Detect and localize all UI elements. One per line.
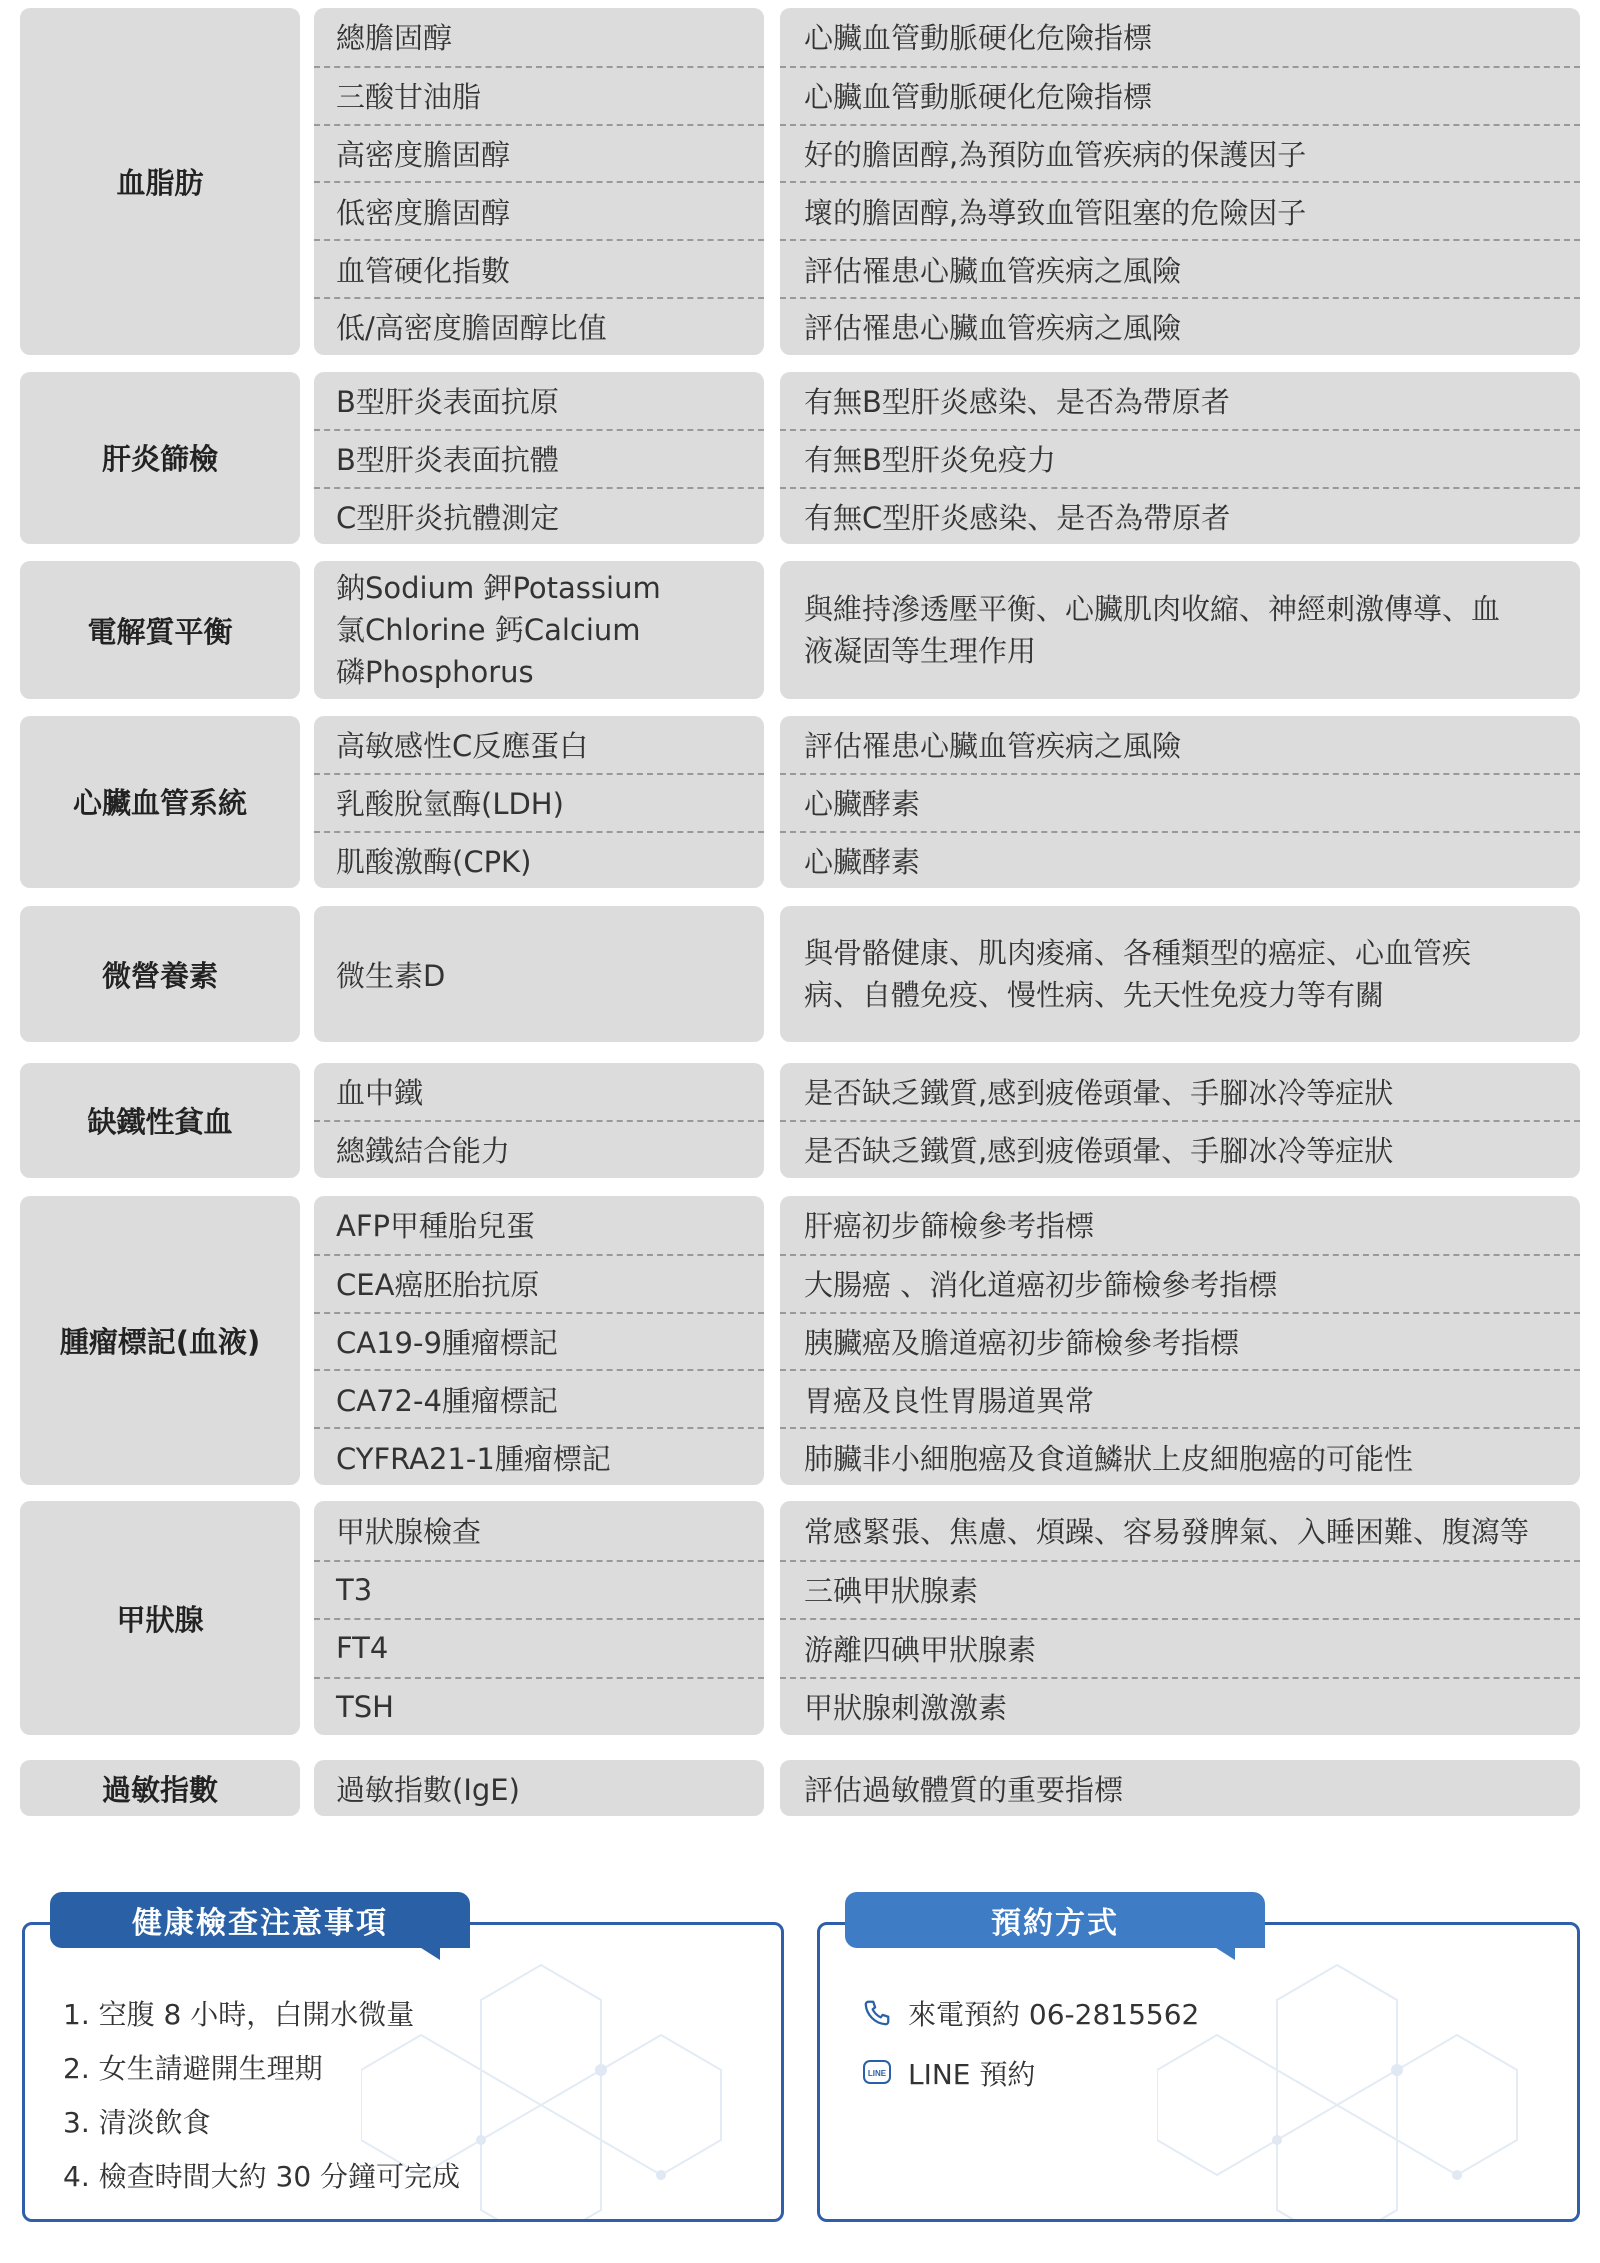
note-item: 4. 檢查時間大約 30 分鐘可完成 (63, 2160, 461, 2193)
item-name-column (314, 716, 764, 888)
item-desc-column (780, 1501, 1580, 1735)
item-desc: 胰臟癌及膽道癌初步篩檢參考指標 (804, 1325, 1240, 1360)
item-desc-line: 與維持滲透壓平衡、心臟肌肉收縮、神經刺激傳導、血 (804, 592, 1501, 626)
item-name-row (314, 297, 764, 355)
item-desc-row (780, 716, 1580, 773)
item-desc-line: 與骨骼健康、肌肉痠痛、各種類型的癌症、心血管疾 (804, 936, 1472, 970)
item-name: TSH (336, 1689, 394, 1724)
item-name-line: 氯Chlorine 鈣Calcium (336, 613, 641, 647)
item-name: CEA癌胚胎抗原 (336, 1268, 540, 1303)
booking-box (817, 1922, 1580, 2222)
item-desc: 心臟血管動脈硬化危險指標 (804, 21, 1153, 56)
item-desc-row (780, 1427, 1580, 1485)
item-desc-row (780, 239, 1580, 297)
item-desc: 評估罹患心臟血管疾病之風險 (804, 253, 1182, 288)
item-desc-column (780, 1063, 1580, 1178)
item-desc: 有無B型肝炎感染、是否為帶原者 (804, 385, 1230, 420)
item-name: 三酸甘油脂 (336, 80, 482, 115)
category-label: 心臟血管系統 (20, 716, 300, 888)
item-name-column (314, 1196, 764, 1485)
category-label: 缺鐵性貧血 (20, 1063, 300, 1178)
item-name-row (314, 124, 764, 182)
svg-text:LINE: LINE (867, 2069, 887, 2078)
note-item: 1. 空腹 8 小時，白開水微量 (63, 1998, 415, 2031)
item-name-row (314, 8, 764, 66)
item-desc: 大腸癌 、消化道癌初步篩檢參考指標 (804, 1268, 1278, 1303)
item-name-row (314, 716, 764, 773)
item-name-row (314, 1427, 764, 1485)
item-name: 甲狀腺檢查 (336, 1514, 482, 1549)
item-desc-row (780, 181, 1580, 239)
item-desc-line: 病、自體免疫、慢性病、先天性免疫力等有關 (804, 978, 1385, 1012)
item-name-row (314, 487, 764, 544)
item-desc-row (780, 1560, 1580, 1619)
category-label: 微營養素 (20, 906, 300, 1042)
booking-title-tail (1213, 1946, 1235, 1960)
item-name: CYFRA21-1腫瘤標記 (336, 1441, 611, 1476)
item-desc: 壞的膽固醇,為導致血管阻塞的危險因子 (804, 195, 1307, 230)
category-label: 腫瘤標記(血液) (20, 1196, 300, 1485)
item-name-row (314, 561, 764, 699)
item-desc: 肝癌初步篩檢參考指標 (804, 1209, 1095, 1244)
item-desc-row (780, 1254, 1580, 1312)
item-desc: 評估罹患心臟血管疾病之風險 (804, 311, 1182, 346)
item-desc: 常感緊張、焦慮、煩躁、容易發脾氣、入睡困難、腹瀉等 (804, 1514, 1530, 1549)
item-desc: 肺臟非小細胞癌及食道鱗狀上皮細胞癌的可能性 (804, 1441, 1414, 1476)
item-name: 低密度膽固醇 (336, 195, 511, 230)
item-desc-column (780, 8, 1580, 355)
hexagon-decoration (1157, 1925, 1577, 2222)
item-name: T3 (336, 1572, 373, 1607)
item-name-column (314, 1760, 764, 1816)
item-desc: 胃癌及良性胃腸道異常 (804, 1383, 1095, 1418)
item-desc-row (780, 429, 1580, 486)
note-item: 2. 女生請避開生理期 (63, 2052, 323, 2085)
item-name-line: 磷Phosphorus (336, 655, 534, 689)
line-booking-text: LINE 預約 (908, 2058, 1036, 2091)
item-desc-row (780, 1312, 1580, 1370)
category-label: 電解質平衡 (20, 561, 300, 699)
item-desc-row (780, 8, 1580, 66)
item-desc-row (780, 1618, 1580, 1677)
notes-title-tail (418, 1946, 440, 1960)
phone-booking-text: 來電預約 06-2815562 (908, 1998, 1200, 2031)
item-desc-row (780, 1196, 1580, 1254)
item-desc-column (780, 906, 1580, 1042)
item-name-row (314, 906, 764, 1042)
item-name: FT4 (336, 1631, 389, 1666)
item-name-column (314, 372, 764, 544)
item-name-row (314, 1120, 764, 1177)
item-name: 總膽固醇 (336, 21, 453, 56)
item-name-row (314, 1063, 764, 1120)
item-name: 血中鐵 (336, 1076, 424, 1111)
item-desc: 游離四碘甲狀腺素 (804, 1632, 1037, 1667)
item-name-row (314, 1677, 764, 1736)
item-desc: 有無B型肝炎免疫力 (804, 443, 1056, 478)
phone-icon (860, 1996, 894, 2030)
item-desc-row (780, 831, 1580, 888)
category-label: 血脂肪 (20, 8, 300, 355)
exam-group (0, 561, 1600, 699)
note-item: 3. 清淡飲食 (63, 2106, 211, 2139)
exam-group (0, 1063, 1600, 1178)
exam-group (0, 906, 1600, 1042)
item-desc-row (780, 372, 1580, 429)
item-desc: 三碘甲狀腺素 (804, 1574, 979, 1609)
item-name: CA19-9腫瘤標記 (336, 1325, 558, 1360)
item-name-row (314, 429, 764, 486)
item-desc-row (780, 66, 1580, 124)
item-name-row (314, 66, 764, 124)
line-booking[interactable] (860, 2053, 1035, 2093)
item-desc: 有無C型肝炎感染、是否為帶原者 (804, 500, 1231, 535)
item-desc-row (780, 487, 1580, 544)
item-name-row (314, 831, 764, 888)
item-name-row (314, 1618, 764, 1677)
item-desc-row (780, 561, 1580, 699)
item-name-row (314, 1760, 764, 1816)
item-desc-row (780, 1677, 1580, 1736)
item-name: 微生素D (336, 958, 446, 993)
item-desc: 評估過敏體質的重要指標 (804, 1772, 1124, 1807)
item-name: 乳酸脫氫酶(LDH) (336, 787, 564, 822)
item-desc-row (780, 297, 1580, 355)
item-desc-row (780, 1369, 1580, 1427)
item-name-line: 鈉Sodium 鉀Potassium (336, 571, 661, 605)
item-desc-row (780, 1501, 1580, 1560)
item-name: CA72-4腫瘤標記 (336, 1383, 558, 1418)
item-name-row (314, 1501, 764, 1560)
item-name: 高密度膽固醇 (336, 137, 511, 172)
exam-group (0, 8, 1600, 355)
item-name: 總鐵結合能力 (336, 1134, 511, 1169)
item-desc-line: 液凝固等生理作用 (804, 634, 1037, 668)
notes-box (22, 1922, 784, 2222)
item-desc-row (780, 1063, 1580, 1120)
item-desc-row (780, 1760, 1580, 1816)
item-name-row (314, 1369, 764, 1427)
item-desc: 好的膽固醇,為預防血管疾病的保護因子 (804, 137, 1307, 172)
item-name: AFP甲種胎兒蛋 (336, 1209, 536, 1244)
item-name-column (314, 906, 764, 1042)
item-desc-column (780, 716, 1580, 888)
item-name-column (314, 1063, 764, 1178)
category-label: 甲狀腺 (20, 1501, 300, 1735)
item-desc-column (780, 1196, 1580, 1485)
item-desc-row (780, 124, 1580, 182)
item-desc: 甲狀腺刺激激素 (804, 1691, 1008, 1726)
phone-booking[interactable] (860, 1993, 1199, 2033)
item-name: 高敏感性C反應蛋白 (336, 729, 589, 764)
item-name-column (314, 1501, 764, 1735)
exam-group (0, 1196, 1600, 1485)
item-name-row (314, 372, 764, 429)
item-name-column (314, 8, 764, 355)
item-name: 肌酸激酶(CPK) (336, 844, 532, 879)
item-desc-column (780, 1760, 1580, 1816)
exam-group (0, 1501, 1600, 1735)
item-desc-row (780, 1120, 1580, 1177)
item-desc: 心臟酵素 (804, 844, 921, 879)
notes-title: 健康檢查注意事項 (50, 1892, 470, 1948)
exam-group (0, 372, 1600, 544)
item-name: 過敏指數(IgE) (336, 1772, 520, 1807)
item-desc: 是否缺乏鐵質,感到疲倦頭暈、手腳冰冷等症狀 (804, 1134, 1394, 1169)
item-name-row (314, 1312, 764, 1370)
item-name: B型肝炎表面抗原 (336, 385, 559, 420)
item-name-row (314, 181, 764, 239)
item-name-row (314, 239, 764, 297)
item-name: B型肝炎表面抗體 (336, 443, 559, 478)
item-name-row (314, 1196, 764, 1254)
item-desc: 心臟血管動脈硬化危險指標 (804, 80, 1153, 115)
line-icon (860, 2056, 894, 2090)
item-desc: 心臟酵素 (804, 787, 921, 822)
item-name: 血管硬化指數 (336, 253, 511, 288)
item-name: C型肝炎抗體測定 (336, 500, 560, 535)
booking-title: 預約方式 (845, 1892, 1265, 1948)
category-label: 過敏指數 (20, 1760, 300, 1816)
item-desc-row (780, 773, 1580, 830)
item-name-column (314, 561, 764, 699)
item-name-row (314, 773, 764, 830)
item-desc: 是否缺乏鐵質,感到疲倦頭暈、手腳冰冷等症狀 (804, 1076, 1394, 1111)
exam-group (0, 1760, 1600, 1816)
item-name-row (314, 1254, 764, 1312)
category-label: 肝炎篩檢 (20, 372, 300, 544)
item-name: 低/高密度膽固醇比值 (336, 311, 607, 346)
item-desc-row (780, 906, 1580, 1042)
exam-group (0, 716, 1600, 888)
item-desc: 評估罹患心臟血管疾病之風險 (804, 729, 1182, 764)
item-desc-column (780, 561, 1580, 699)
item-desc-column (780, 372, 1580, 544)
item-name-row (314, 1560, 764, 1619)
